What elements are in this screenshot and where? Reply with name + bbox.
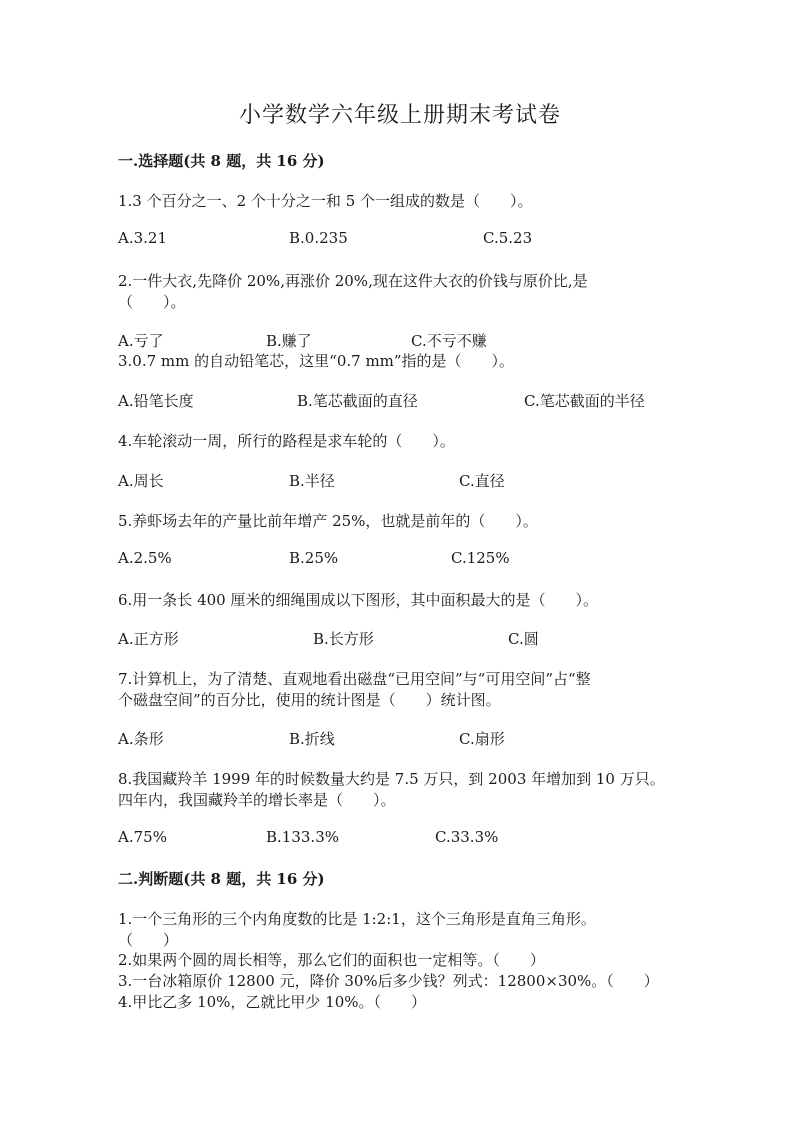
- question-6: 6.用一条长 400 厘米的细绳围成以下图形，其中面积最大的是（ ）。: [118, 591, 598, 609]
- q5-option-b: B.25%: [289, 549, 339, 567]
- q8-option-a: A.75%: [118, 828, 167, 846]
- question-2-line-2: （ ）。: [118, 293, 186, 311]
- q6-option-a: A.正方形: [118, 630, 179, 648]
- q1-option-b: B.0.235: [289, 229, 348, 247]
- question-5: 5.养虾场去年的产量比前年增产 25%，也就是前年的（ ）。: [118, 512, 538, 530]
- question-2-line-1: 2.一件大衣,先降价 20%,再涨价 20%,现在这件大衣的价钱与原价比,是: [118, 272, 588, 290]
- q1-option-a: A.3.21: [118, 229, 167, 247]
- judge-1-line-2: （ ）: [118, 931, 179, 949]
- section-heading-choice: 一.选择题(共 8 题，共 16 分): [118, 152, 325, 170]
- question-4: 4.车轮滚动一周，所行的路程是求车轮的（ ）。: [118, 432, 455, 450]
- q7-option-a: A.条形: [118, 730, 164, 748]
- q7-option-b: B.折线: [289, 730, 335, 748]
- q6-option-c: C.圆: [508, 630, 539, 648]
- judge-4: 4.甲比乙多 10%，乙就比甲少 10%。（ ）: [118, 993, 427, 1011]
- judge-3: 3.一台冰箱原价 12800 元，降价 30%后多少钱？列式：12800×30%。（ ）: [118, 972, 659, 990]
- q2-option-a: A.亏了: [118, 332, 164, 350]
- q1-option-c: C.5.23: [483, 229, 533, 247]
- q3-option-a: A.铅笔长度: [118, 392, 194, 410]
- q2-option-b: B.赚了: [266, 332, 312, 350]
- q5-option-c: C.125%: [451, 549, 510, 567]
- judge-1-line-1: 1.一个三角形的三个内角度数的比是 1:2:1，这个三角形是直角三角形。: [118, 910, 596, 928]
- q5-option-a: A.2.5%: [118, 549, 172, 567]
- judge-2: 2.如果两个圆的周长相等，那么它们的面积也一定相等。（ ）: [118, 951, 545, 969]
- section-heading-judge: 二.判断题(共 8 题，共 16 分): [118, 870, 325, 888]
- q2-option-c: C.不亏不赚: [411, 332, 487, 350]
- page-title: 小学数学六年级上册期末考试卷: [238, 103, 561, 128]
- q7-option-c: C.扇形: [459, 730, 505, 748]
- q8-option-b: B.133.3%: [266, 828, 339, 846]
- q3-option-b: B.笔芯截面的直径: [297, 392, 418, 410]
- q4-option-a: A.周长: [118, 472, 164, 490]
- question-3: 3.0.7 mm 的自动铅笔芯，这里“0.7 mm”指的是（ ）。: [118, 352, 515, 370]
- q4-option-b: B.半径: [289, 472, 335, 490]
- question-7-line-2: 个磁盘空间”的百分比，使用的统计图是（ ）统计图。: [118, 691, 501, 709]
- q8-option-c: C.33.3%: [435, 828, 499, 846]
- q6-option-b: B.长方形: [313, 630, 374, 648]
- q4-option-c: C.直径: [459, 472, 505, 490]
- question-1: 1.3 个百分之一、2 个十分之一和 5 个一组成的数是（ ）。: [118, 192, 533, 210]
- question-8-line-2: 四年内，我国藏羚羊的增长率是（ ）。: [118, 791, 396, 809]
- q3-option-c: C.笔芯截面的半径: [524, 392, 645, 410]
- question-8-line-1: 8.我国藏羚羊 1999 年的时候数量大约是 7.5 万只，到 2003 年增加到 10 万只。: [118, 770, 665, 788]
- question-7-line-1: 7.计算机上，为了清楚、直观地看出磁盘“已用空间”与“可用空间”占“整: [118, 670, 591, 688]
